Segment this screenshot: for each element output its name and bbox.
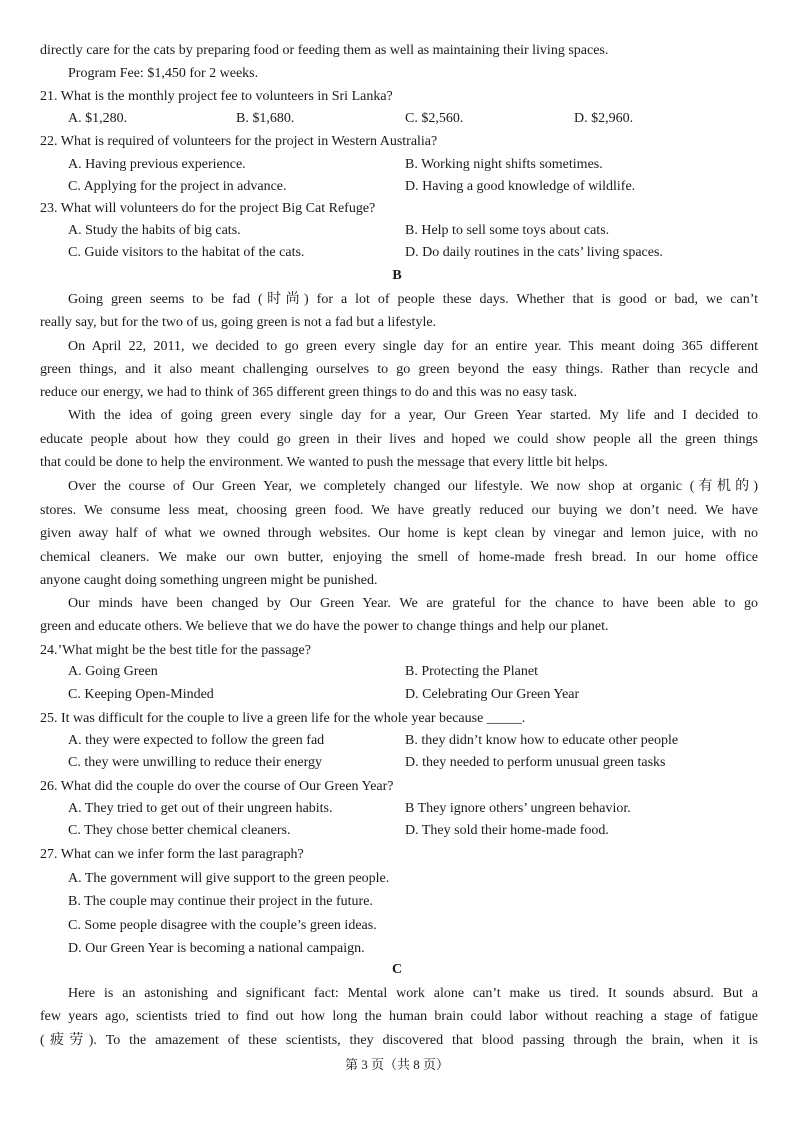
q22-option-d: D. Having a good knowledge of wildlife.	[405, 179, 636, 194]
question-27: 27. What can we infer form the last paragraph?	[40, 847, 304, 862]
q25-option-a: A. they were expected to follow the green fad	[68, 733, 325, 748]
q23-option-d: D. Do daily routines in the cats’ living spaces.	[405, 245, 663, 260]
program-fee: Program Fee: $1,450 for 2 weeks.	[68, 66, 259, 81]
passage-b-line: chemical cleaners. We make our own butter, enjoying the smell of home-made fresh bread. In our home office	[40, 550, 758, 565]
q24-option-d: D. Celebrating Our Green Year	[405, 687, 580, 702]
passage-b-line: anyone caught doing something ungreen might be punished.	[40, 573, 378, 588]
q24-option-b: B. Protecting the Planet	[405, 664, 538, 679]
passage-b-line: that could be done to help the environment. We wanted to push the message that every little bit helps.	[40, 455, 608, 470]
passage-b-line: green things, and it also meant challenging ourselves to go green beyond the easy things. Rather than recycle and	[40, 362, 758, 377]
q23-option-c: C. Guide visitors to the habitat of the cats.	[68, 245, 305, 260]
section-b-heading: B	[392, 268, 402, 283]
passage-b-line: On April 22, 2011, we decided to go green every single day for an entire year. This meant doing 365 different	[68, 339, 758, 354]
passage-b-line: green and educate others. We believe that we do have the power to change things and help our planet.	[40, 619, 609, 634]
passage-b-line: really say, but for the two of us, going green is not a fad but a lifestyle.	[40, 315, 437, 330]
q23-option-b: B. Help to sell some toys about cats.	[405, 223, 610, 238]
passage-b-line: stores. We consume less meat, choosing green food. We have greatly reduced our buying we don’t need. We have	[40, 503, 758, 518]
q25-option-b: B. they didn’t know how to educate other people	[405, 733, 679, 748]
question-21: 21. What is the monthly project fee to volunteers in Sri Lanka?	[40, 89, 393, 104]
section-c-heading: C	[391, 962, 403, 977]
page-number-footer: 第 3 页（共 8 页）	[344, 1057, 449, 1072]
q27-option-d: D. Our Green Year is becoming a national campaign.	[68, 941, 365, 956]
question-25: 25. It was difficult for the couple to live a green life for the whole year because _____.	[40, 711, 526, 726]
question-23: 23. What will volunteers do for the project Big Cat Refuge?	[40, 201, 376, 216]
passage-b-line: Over the course of Our Green Year, we completely changed our lifestyle. We now shop at organic (有机的)	[68, 479, 758, 494]
passage-b-line: Going green seems to be fad (时尚) for a lot of people these days. Whether that is good or bad, we can’t	[68, 292, 758, 307]
question-24: 24.’What might be the best title for the passage?	[40, 643, 311, 658]
q22-option-b: B. Working night shifts sometimes.	[405, 157, 603, 172]
passage-b-line: Our minds have been changed by Our Green Year. We are grateful for the chance to have been able to go	[68, 596, 758, 611]
passage-b-line: given away half of what we owned through websites. Our home is kept clean by vinegar and lemon juice, with no	[40, 526, 758, 541]
question-26: 26. What did the couple do over the course of Our Green Year?	[40, 779, 394, 794]
passage-c-line: (疲劳). To the amazement of these scientists, they discovered that blood passing through the brain, when it is	[40, 1033, 758, 1048]
q22-option-a: A. Having previous experience.	[68, 157, 246, 172]
q21-option-a: A. $1,280.	[68, 111, 128, 126]
q26-option-c: C. They chose better chemical cleaners.	[68, 823, 291, 838]
q26-option-d: D. They sold their home-made food.	[405, 823, 609, 838]
q24-option-c: C. Keeping Open-Minded	[68, 687, 214, 702]
q23-option-a: A. Study the habits of big cats.	[68, 223, 241, 238]
q26-option-a: A. They tried to get out of their ungreen habits.	[68, 801, 333, 816]
passage-a-line: directly care for the cats by preparing food or feeding them as well as maintaining their living spaces.	[40, 43, 609, 58]
q21-option-b: B. $1,680.	[236, 111, 295, 126]
passage-c-line: few years ago, scientists tried to find out how long the human brain could labor without reaching a stage of fatigue	[40, 1009, 758, 1024]
q21-option-d: D. $2,960.	[574, 111, 634, 126]
passage-b-line: educate people about how they could go green in their lives and hoped we could show people all the green things	[40, 432, 758, 447]
q25-option-c: C. they were unwilling to reduce their energy	[68, 755, 322, 770]
passage-b-line: reduce our energy, we had to think of 365 different green things to do and this was no easy task.	[40, 385, 578, 400]
q22-option-c: C. Applying for the project in advance.	[68, 179, 287, 194]
question-22: 22. What is required of volunteers for the project in Western Australia?	[40, 134, 438, 149]
q27-option-c: C. Some people disagree with the couple’s green ideas.	[68, 918, 377, 933]
q26-option-b: B They ignore others’ ungreen behavior.	[405, 801, 631, 816]
q24-option-a: A. Going Green	[68, 664, 158, 679]
q25-option-d: D. they needed to perform unusual green tasks	[405, 755, 666, 770]
passage-c-line: Here is an astonishing and significant fact: Mental work alone can’t make us tired. It sounds absurd. But a	[68, 986, 758, 1001]
q27-option-b: B. The couple may continue their project in the future.	[68, 894, 373, 909]
q27-option-a: A. The government will give support to the green people.	[68, 871, 390, 886]
q21-option-c: C. $2,560.	[405, 111, 464, 126]
passage-b-line: With the idea of going green every single day for a year, Our Green Year started. My life and I decided to	[68, 408, 758, 423]
